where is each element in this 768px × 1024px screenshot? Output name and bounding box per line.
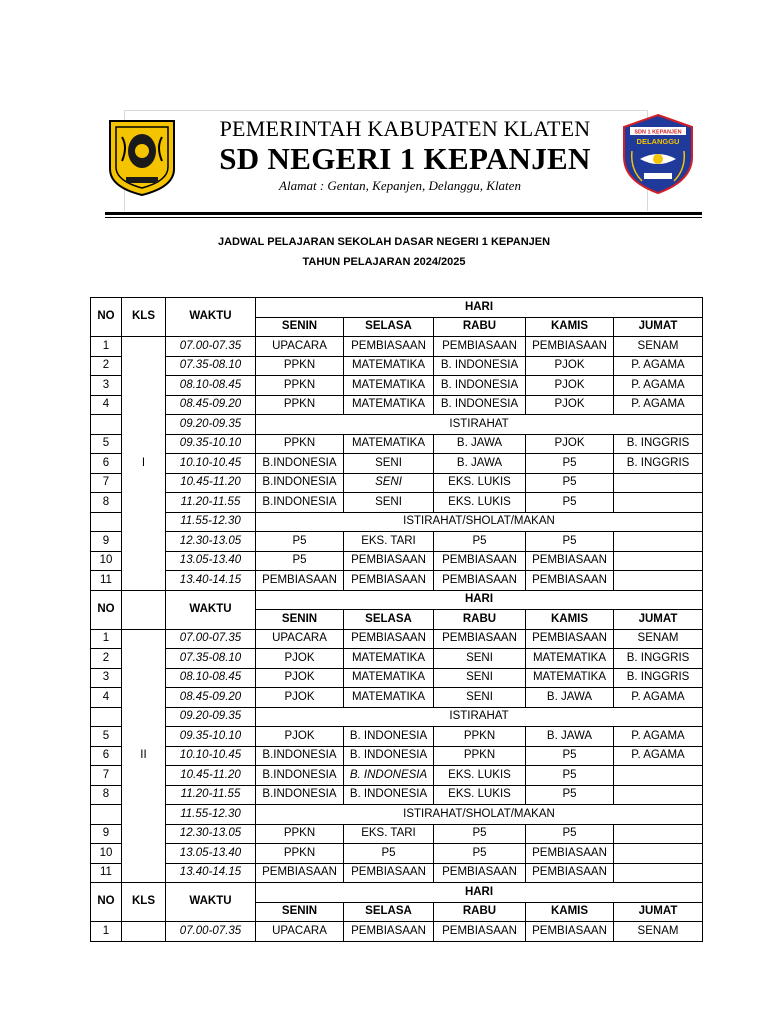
period-number: 5 [91, 434, 122, 454]
table-row [91, 805, 703, 825]
subject-cell: P5 [256, 532, 344, 552]
subject-cell: PEMBIASAAN [526, 629, 614, 649]
subject-cell: PEMBIASAAN [344, 551, 434, 571]
subject-cell: PEMBIASAAN [344, 863, 434, 883]
subject-cell: PEMBIASAAN [526, 863, 614, 883]
subject-cell: P5 [434, 844, 526, 864]
subject-cell: PPKN [256, 824, 344, 844]
table-row [91, 493, 703, 513]
header-day: SELASA [344, 610, 434, 630]
subject-cell: PPKN [256, 844, 344, 864]
period-number: 1 [91, 922, 122, 942]
subject-cell: B. INGGRIS [614, 434, 703, 454]
subject-cell: EKS. LUKIS [434, 493, 526, 513]
header-kls: KLS [122, 298, 166, 337]
time-slot: 08.10-08.45 [166, 376, 256, 396]
time-slot: 12.30-13.05 [166, 824, 256, 844]
subject-cell: MATEMATIKA [526, 668, 614, 688]
subject-cell: P5 [434, 532, 526, 552]
time-slot: 11.55-12.30 [166, 805, 256, 825]
period-number: 6 [91, 746, 122, 766]
period-number: 4 [91, 395, 122, 415]
subject-cell: PJOK [256, 649, 344, 669]
subject-cell: PPKN [256, 376, 344, 396]
header-row [91, 883, 703, 903]
subject-cell [614, 863, 703, 883]
subject-cell: B.INDONESIA [256, 493, 344, 513]
subject-cell: B. INDONESIA [434, 395, 526, 415]
subject-cell: B. JAWA [526, 727, 614, 747]
time-slot: 07.35-08.10 [166, 649, 256, 669]
subject-cell: P5 [526, 532, 614, 552]
header-waktu: WAKTU [166, 298, 256, 337]
table-row [91, 863, 703, 883]
subject-cell: B. INDONESIA [344, 785, 434, 805]
header-day: KAMIS [526, 610, 614, 630]
table-row [91, 766, 703, 786]
subject-cell: SENI [344, 454, 434, 474]
subject-cell: EKS. LUKIS [434, 473, 526, 493]
subject-cell: PJOK [526, 356, 614, 376]
period-number: 10 [91, 551, 122, 571]
subject-cell: B. INGGRIS [614, 668, 703, 688]
subject-cell: B. INDONESIA [344, 746, 434, 766]
subject-cell: B. JAWA [434, 434, 526, 454]
subject-cell: UPACARA [256, 337, 344, 357]
header-no: NO [91, 883, 122, 922]
header-hari: HARI [256, 883, 703, 903]
subject-cell: B.INDONESIA [256, 766, 344, 786]
letterhead-address: Alamat : Gentan, Kepanjen, Delanggu, Klaten [279, 178, 521, 193]
time-slot: 09.35-10.10 [166, 727, 256, 747]
header-day: SENIN [256, 317, 344, 337]
time-slot: 13.05-13.40 [166, 551, 256, 571]
subject-cell: P. AGAMA [614, 688, 703, 708]
subject-cell: PEMBIASAAN [256, 571, 344, 591]
period-number: 7 [91, 473, 122, 493]
subject-cell [614, 785, 703, 805]
class-label [122, 922, 166, 942]
header-hari: HARI [256, 298, 703, 318]
table-row [91, 571, 703, 591]
subject-cell: PEMBIASAAN [434, 551, 526, 571]
table-row [91, 512, 703, 532]
letterhead-school-name: SD NEGERI 1 KEPANJEN [219, 141, 591, 176]
header-waktu: WAKTU [166, 590, 256, 629]
subject-cell: B.INDONESIA [256, 785, 344, 805]
subject-cell: B.INDONESIA [256, 473, 344, 493]
subject-cell: PPKN [256, 434, 344, 454]
class-label: I [122, 337, 166, 591]
table-row [91, 434, 703, 454]
subject-cell: PEMBIASAAN [526, 551, 614, 571]
subject-cell: MATEMATIKA [526, 649, 614, 669]
subject-cell: EKS. TARI [344, 532, 434, 552]
time-slot: 08.45-09.20 [166, 395, 256, 415]
period-number: 3 [91, 376, 122, 396]
subject-cell: PJOK [526, 376, 614, 396]
subject-cell: PEMBIASAAN [344, 337, 434, 357]
subject-cell: B. JAWA [526, 688, 614, 708]
time-slot: 07.00-07.35 [166, 922, 256, 942]
time-slot: 11.20-11.55 [166, 785, 256, 805]
subject-cell: B.INDONESIA [256, 746, 344, 766]
subject-cell: B. INGGRIS [614, 649, 703, 669]
period-number [91, 805, 122, 825]
subject-cell: P. AGAMA [614, 376, 703, 396]
table-row [91, 844, 703, 864]
period-number: 1 [91, 337, 122, 357]
subject-cell: MATEMATIKA [344, 668, 434, 688]
header-day: KAMIS [526, 317, 614, 337]
document-subtitle: TAHUN PELAJARAN 2024/2025 [302, 256, 466, 268]
subject-cell: PEMBIASAAN [434, 629, 526, 649]
subject-cell: PEMBIASAAN [434, 922, 526, 942]
subject-cell: PEMBIASAAN [434, 337, 526, 357]
subject-cell: EKS. TARI [344, 824, 434, 844]
table-row [91, 532, 703, 552]
subject-cell: MATEMATIKA [344, 376, 434, 396]
subject-cell [614, 532, 703, 552]
subject-cell: MATEMATIKA [344, 688, 434, 708]
subject-cell: SENI [434, 668, 526, 688]
subject-cell: MATEMATIKA [344, 434, 434, 454]
subject-cell: B. INDONESIA [434, 376, 526, 396]
subject-cell: SENI [344, 493, 434, 513]
time-slot: 07.35-08.10 [166, 356, 256, 376]
period-number: 5 [91, 727, 122, 747]
subject-cell [614, 571, 703, 591]
subject-cell: P. AGAMA [614, 356, 703, 376]
subject-cell: PEMBIASAAN [526, 922, 614, 942]
subject-cell: SENAM [614, 337, 703, 357]
klaten-regency-emblem-icon [106, 117, 178, 197]
time-slot: 09.35-10.10 [166, 434, 256, 454]
subject-cell [614, 824, 703, 844]
header-day: RABU [434, 902, 526, 922]
subject-cell: PEMBIASAAN [256, 863, 344, 883]
subject-cell: SENI [434, 688, 526, 708]
table-row [91, 707, 703, 727]
subject-cell: PPKN [434, 746, 526, 766]
period-number [91, 415, 122, 435]
time-slot: 08.10-08.45 [166, 668, 256, 688]
schedule-table [90, 297, 703, 942]
break-cell: ISTIRAHAT/SHOLAT/MAKAN [256, 805, 703, 825]
time-slot: 09.20-09.35 [166, 707, 256, 727]
period-number: 9 [91, 532, 122, 552]
time-slot: 07.00-07.35 [166, 337, 256, 357]
subject-cell: PJOK [526, 395, 614, 415]
header-day: JUMAT [614, 317, 703, 337]
time-slot: 10.10-10.45 [166, 454, 256, 474]
time-slot: 12.30-13.05 [166, 532, 256, 552]
subject-cell: P5 [434, 824, 526, 844]
subject-cell: SENI [434, 649, 526, 669]
subject-cell: P5 [526, 746, 614, 766]
subject-cell: B.INDONESIA [256, 454, 344, 474]
table-row [91, 415, 703, 435]
time-slot: 11.20-11.55 [166, 493, 256, 513]
subject-cell [614, 766, 703, 786]
header-waktu: WAKTU [166, 883, 256, 922]
time-slot: 10.10-10.45 [166, 746, 256, 766]
logo-town-name: DELANGGU [636, 137, 680, 146]
period-number: 11 [91, 863, 122, 883]
subject-cell [614, 551, 703, 571]
subject-cell: P5 [256, 551, 344, 571]
subject-cell: UPACARA [256, 922, 344, 942]
subject-cell: P5 [526, 824, 614, 844]
header-no: NO [91, 298, 122, 337]
time-slot: 10.45-11.20 [166, 473, 256, 493]
subject-cell: PEMBIASAAN [344, 571, 434, 591]
table-row [91, 629, 703, 649]
subject-cell: B. JAWA [434, 454, 526, 474]
time-slot: 08.45-09.20 [166, 688, 256, 708]
header-no: NO [91, 590, 122, 629]
school-emblem-icon [622, 113, 694, 195]
subject-cell: PJOK [256, 688, 344, 708]
subject-cell: SENI [344, 473, 434, 493]
subject-cell: PPKN [434, 727, 526, 747]
period-number: 10 [91, 844, 122, 864]
period-number: 8 [91, 785, 122, 805]
logo-school-name: SDN 1 KEPANJEN [634, 129, 682, 136]
table-row [91, 454, 703, 474]
table-row [91, 922, 703, 942]
period-number: 9 [91, 824, 122, 844]
table-row [91, 551, 703, 571]
subject-cell: PPKN [256, 395, 344, 415]
subject-cell: P5 [344, 844, 434, 864]
time-slot: 10.45-11.20 [166, 766, 256, 786]
subject-cell: P5 [526, 493, 614, 513]
period-number: 2 [91, 649, 122, 669]
subject-cell: PJOK [526, 434, 614, 454]
subject-cell: P5 [526, 473, 614, 493]
time-slot: 13.40-14.15 [166, 863, 256, 883]
period-number: 6 [91, 454, 122, 474]
header-day: JUMAT [614, 610, 703, 630]
table-row [91, 746, 703, 766]
break-cell: ISTIRAHAT [256, 415, 703, 435]
header-day: KAMIS [526, 902, 614, 922]
table-row [91, 668, 703, 688]
subject-cell: UPACARA [256, 629, 344, 649]
table-row [91, 337, 703, 357]
period-number: 2 [91, 356, 122, 376]
header-day: JUMAT [614, 902, 703, 922]
time-slot: 07.00-07.35 [166, 629, 256, 649]
table-row [91, 824, 703, 844]
subject-cell: B. INDONESIA [344, 766, 434, 786]
subject-cell: B. INGGRIS [614, 454, 703, 474]
table-row [91, 688, 703, 708]
table-row [91, 356, 703, 376]
letterhead-government: PEMERINTAH KABUPATEN KLATEN [219, 116, 591, 141]
header-row [91, 590, 703, 610]
time-slot: 13.40-14.15 [166, 571, 256, 591]
header-hari: HARI [256, 590, 703, 610]
subject-cell: P. AGAMA [614, 395, 703, 415]
break-cell: ISTIRAHAT [256, 707, 703, 727]
letterhead-divider-thin [105, 217, 702, 218]
header-kls [122, 590, 166, 629]
header-day: SELASA [344, 902, 434, 922]
subject-cell: MATEMATIKA [344, 649, 434, 669]
time-slot: 11.55-12.30 [166, 512, 256, 532]
subject-cell: PJOK [256, 727, 344, 747]
subject-cell: PEMBIASAAN [344, 629, 434, 649]
document-title: JADWAL PELAJARAN SEKOLAH DASAR NEGERI 1 KEPANJEN [217, 236, 551, 248]
time-slot: 09.20-09.35 [166, 415, 256, 435]
period-number [91, 707, 122, 727]
header-day: SENIN [256, 610, 344, 630]
subject-cell [614, 473, 703, 493]
subject-cell: B. INDONESIA [434, 356, 526, 376]
table-row [91, 649, 703, 669]
subject-cell [614, 493, 703, 513]
time-slot: 13.05-13.40 [166, 844, 256, 864]
subject-cell: PEMBIASAAN [526, 571, 614, 591]
subject-cell: P5 [526, 785, 614, 805]
period-number: 7 [91, 766, 122, 786]
table-row [91, 727, 703, 747]
subject-cell: PEMBIASAAN [434, 571, 526, 591]
subject-cell: B. INDONESIA [344, 727, 434, 747]
subject-cell: PEMBIASAAN [434, 863, 526, 883]
letterhead-divider-thick [105, 212, 702, 215]
header-day: RABU [434, 317, 526, 337]
subject-cell: P5 [526, 454, 614, 474]
subject-cell: P5 [526, 766, 614, 786]
table-row [91, 395, 703, 415]
subject-cell [614, 844, 703, 864]
period-number: 11 [91, 571, 122, 591]
subject-cell: PPKN [256, 356, 344, 376]
header-day: SELASA [344, 317, 434, 337]
header-row [91, 298, 703, 318]
subject-cell: MATEMATIKA [344, 356, 434, 376]
header-day: SENIN [256, 902, 344, 922]
period-number: 3 [91, 668, 122, 688]
subject-cell: SENAM [614, 629, 703, 649]
subject-cell: PEMBIASAAN [344, 922, 434, 942]
class-label: II [122, 629, 166, 883]
table-row [91, 785, 703, 805]
table-row [91, 473, 703, 493]
period-number [91, 512, 122, 532]
header-day: RABU [434, 610, 526, 630]
subject-cell: MATEMATIKA [344, 395, 434, 415]
subject-cell: SENAM [614, 922, 703, 942]
period-number: 1 [91, 629, 122, 649]
period-number: 8 [91, 493, 122, 513]
table-row [91, 376, 703, 396]
subject-cell: EKS. LUKIS [434, 785, 526, 805]
subject-cell: PJOK [256, 668, 344, 688]
subject-cell: PEMBIASAAN [526, 844, 614, 864]
period-number: 4 [91, 688, 122, 708]
subject-cell: P. AGAMA [614, 746, 703, 766]
subject-cell: PEMBIASAAN [526, 337, 614, 357]
subject-cell: P. AGAMA [614, 727, 703, 747]
subject-cell: EKS. LUKIS [434, 766, 526, 786]
break-cell: ISTIRAHAT/SHOLAT/MAKAN [256, 512, 703, 532]
header-kls: KLS [122, 883, 166, 922]
